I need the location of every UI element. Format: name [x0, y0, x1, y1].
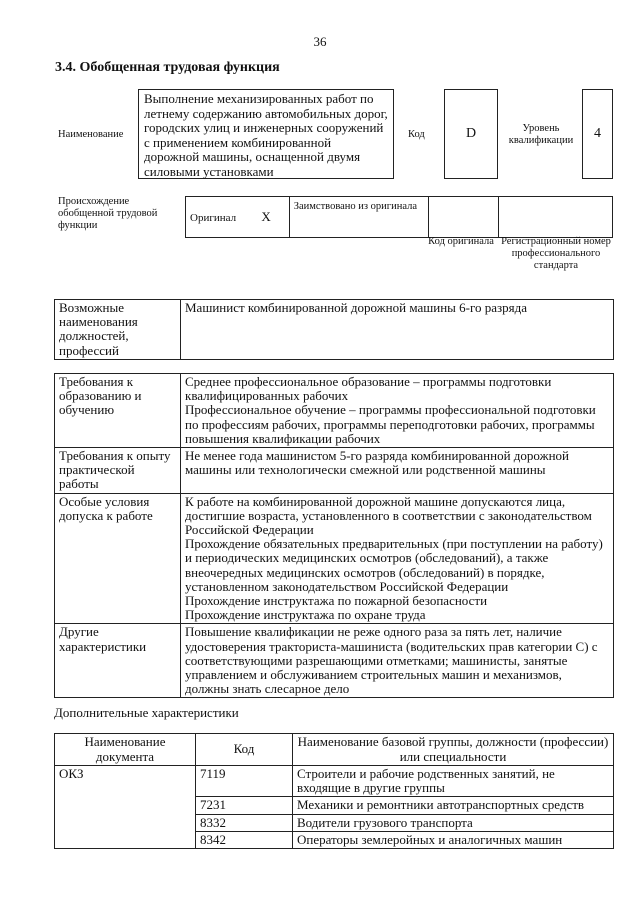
header-doc-name: Наименование документа — [55, 734, 196, 766]
requirement-row-admission — [55, 493, 614, 624]
requirement-line: Профессиональное обучение – программы профессиональной подготовки по профессиям рабочих, программы переподготовки рабочих, программы повышения квалификации рабочих — [185, 402, 596, 446]
original-label: Оригинал — [190, 211, 237, 224]
requirement-value — [181, 493, 614, 624]
requirement-row-experience — [55, 448, 614, 494]
requirement-label: Другие характеристики — [55, 624, 181, 698]
requirement-line: Среднее профессиональное образование – программы подготовки квалифицированных рабочих — [185, 374, 552, 404]
requirement-label: Требования к образованию и обучению — [55, 374, 181, 448]
requirement-value — [181, 374, 614, 448]
original-mark: X — [261, 208, 271, 224]
level-box — [582, 89, 613, 179]
origin-table — [185, 196, 613, 238]
borrowed-label: Заимствовано из оригинала — [293, 201, 418, 212]
page-number: 36 — [313, 34, 327, 49]
requirement-value — [181, 448, 614, 494]
group-name-cell: Строители и рабочие родственных занятий, не входящие в другие группы — [293, 766, 614, 797]
doc-name-cell: ОКЗ — [55, 766, 196, 849]
code-cell: 8332 — [196, 814, 293, 831]
header-code: Код — [196, 734, 293, 766]
code-original-cell — [428, 197, 498, 238]
requirement-row-education — [55, 374, 614, 448]
requirement-row-other — [55, 624, 614, 698]
code-original-label: Код оригинала — [428, 236, 494, 247]
borrowed-cell — [289, 197, 428, 238]
table-row — [55, 766, 614, 797]
requirement-line: Прохождение обязательных предварительных (при поступлении на работу) и периодических медицинских осмотров (обследований), а также внеочередных медицинских осмотров (обследований) в порядке, установленном законодательством Российской Федерации — [185, 536, 603, 594]
reg-number-label: Регистрационный номер профессионального стандарта — [501, 236, 611, 271]
code-cell: 7231 — [196, 797, 293, 814]
requirement-label: Особые условия допуска к работе — [55, 493, 181, 624]
section-heading: 3.4. Обобщенная трудовая функция — [55, 60, 280, 75]
origin-label: Происхождение обобщенной трудовой функции — [58, 196, 158, 231]
original-cell — [186, 197, 290, 238]
positions-table — [54, 299, 614, 360]
additional-title: Дополнительные характеристики — [54, 705, 239, 720]
code-cell: 8342 — [196, 831, 293, 848]
requirement-line: Прохождение инструктажа по охране труда — [185, 607, 426, 623]
requirement-line: Не менее года машинистом 5-го разряда комбинированной дорожной машины или технологически смежной или родственной машины — [185, 448, 569, 478]
code-value: D — [465, 126, 477, 141]
reg-number-cell — [498, 197, 612, 238]
code-cell: 7119 — [196, 766, 293, 797]
group-name-cell: Механики и ремонтники автотранспортных средств — [293, 797, 614, 814]
requirement-value — [181, 624, 614, 698]
positions-label: Возможные наименования должностей, профессий — [55, 300, 181, 360]
requirement-label: Требования к опыту практической работы — [55, 448, 181, 494]
group-name-cell: Операторы землеройных и аналогичных машин — [293, 831, 614, 848]
requirement-line: Повышение квалификации не реже одного раза за пять лет, наличие удостоверения тракториста-машиниста (водительских прав категории С) с соответствующими разрешающими отметками; машинисты, занятые управлением и обслуживанием строительных машин и механизмов, должны знать слесарное дело — [185, 624, 598, 697]
code-box — [444, 89, 498, 179]
header-group-name: Наименование базовой группы, должности (профессии) или специальности — [293, 734, 614, 766]
function-name: Выполнение механизированных работ по летнему содержанию автомобильных дорог, городских улиц и инженерных сооружений с применением комбинированной дорожной машины, оснащенной двумя силовыми установками — [144, 91, 388, 179]
requirements-table — [54, 373, 614, 698]
name-label: Наименование — [58, 129, 124, 140]
level-label: Уровень квалификации — [508, 123, 574, 146]
group-name-cell: Водители грузового транспорта — [293, 814, 614, 831]
positions-value: Машинист комбинированной дорожной машины 6-го разряда — [181, 300, 614, 360]
additional-table — [54, 733, 614, 849]
requirement-line: Прохождение инструктажа по пожарной безопасности — [185, 593, 488, 609]
code-label: Код — [408, 129, 425, 140]
requirement-line: К работе на комбинированной дорожной машине допускаются лица, достигшие возраста, установленного в соответствии с законодательством Российской Федерации — [185, 493, 592, 538]
function-name-box — [138, 89, 394, 179]
level-value: 4 — [594, 126, 601, 141]
